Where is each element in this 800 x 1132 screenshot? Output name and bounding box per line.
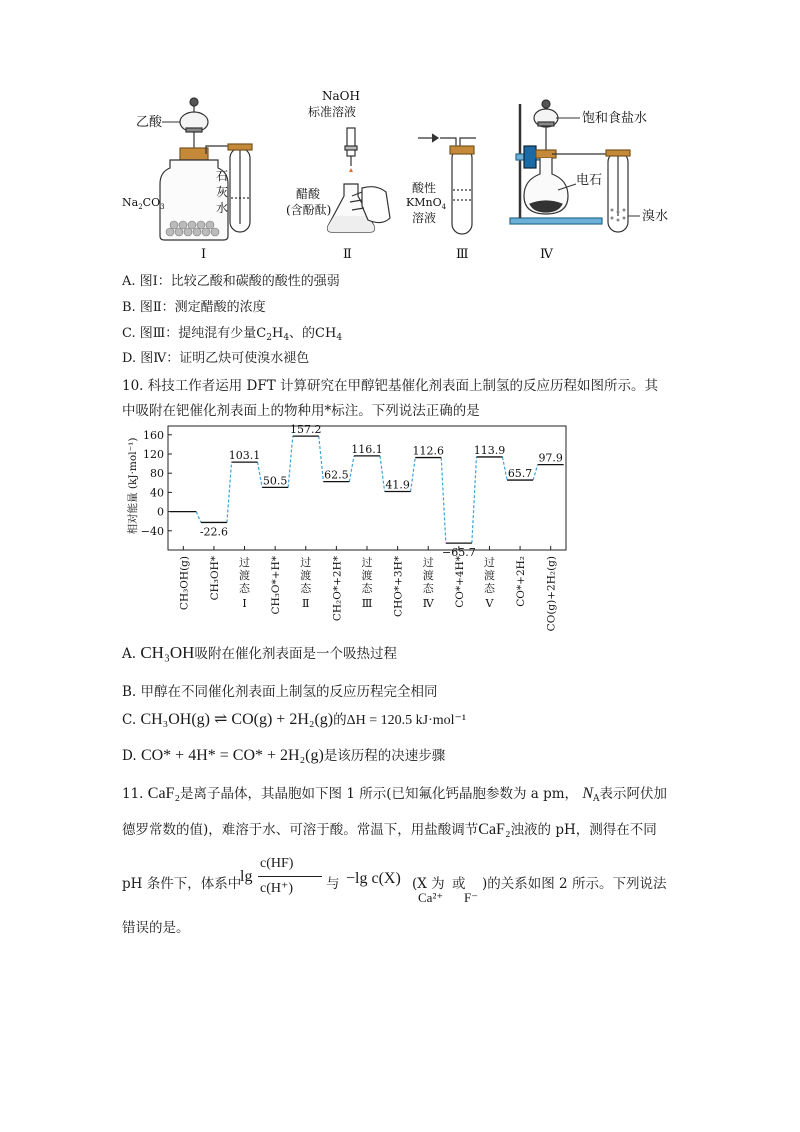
x-tick-label-char: 渡 — [300, 569, 312, 582]
y-tick-label: 40 — [150, 486, 164, 500]
acid-label: 乙酸 — [136, 115, 163, 130]
y-tick-label: 80 — [150, 467, 164, 481]
x-tick-label-char: 态 — [422, 582, 434, 595]
titrant-line1: NaOH — [322, 89, 360, 103]
q11-fraction-bar — [258, 876, 322, 877]
q9-option-a: A. 图Ⅰ：比较乙酸和碳酸的酸性的强弱 — [122, 274, 340, 289]
energy-value-label: −65.7 — [441, 546, 476, 560]
energy-connector — [533, 465, 538, 480]
x-tick-label-roman: Ⅳ — [422, 597, 434, 610]
roman-II: Ⅱ — [343, 247, 352, 262]
energy-connector — [319, 436, 324, 481]
x-tick-label-char: 渡 — [239, 569, 251, 582]
q11-l2-b: 浊液的 pH，测得在不同 — [510, 822, 657, 838]
q9-c-sub3: 4 — [336, 333, 343, 343]
q11-l1-tail: 表示阿伏加 — [599, 786, 668, 802]
kmno4-line1: 酸性 — [412, 181, 437, 195]
q10-option-d — [122, 744, 445, 765]
q11-na: N — [582, 785, 594, 802]
q10-option-b: B. 甲醇在不同催化剂表面上制氢的反应历程完全相同 — [122, 684, 438, 700]
kmno4-line3: 溶液 — [412, 211, 437, 225]
q9-option-d: D. 图Ⅳ：证明乙炔可使溴水褪色 — [122, 351, 310, 366]
lime-water-1: 石 — [216, 169, 229, 183]
q9-c-mid: H — [271, 326, 284, 341]
x-tick-label: CH₂O*+2H* — [331, 556, 344, 622]
energy-connector — [441, 458, 446, 544]
x-tick-label-char: 态 — [483, 582, 495, 595]
q9-option-c — [122, 322, 342, 343]
energy-connector — [288, 436, 293, 487]
q10-d-formula: CO* + 4H* = CO* + 2H₂(g) — [140, 747, 324, 764]
x-tick-label-char: 态 — [239, 582, 251, 595]
q11-l3-d: )的关系如图 2 所示。下列说法 — [482, 876, 667, 892]
energy-connector — [227, 462, 232, 522]
lime-water-3: 水 — [216, 201, 229, 215]
q10-a-text: 吸附在催化剂表面是一个吸热过程 — [194, 646, 397, 662]
x-tick-label: CH₃O*+H* — [270, 556, 283, 615]
chart-value-labels — [200, 424, 563, 559]
lime-water-2: 灰 — [216, 185, 229, 199]
q11-formula-2: CaF₂ — [478, 821, 511, 838]
carbide-label: 电石 — [576, 173, 603, 188]
roman-I: Ⅰ — [201, 247, 207, 262]
x-tick-label: CO(g)+2H₂(g) — [545, 556, 558, 632]
apparatus-figure — [100, 88, 680, 268]
analyte-line2: (含酚酞) — [286, 203, 332, 217]
q10-option-a — [122, 642, 397, 663]
q11-l3-a: pH 条件下，体系中 — [122, 876, 242, 892]
x-tick-label-roman: Ⅰ — [242, 597, 247, 610]
brine-label: 饱和食盐水 — [582, 111, 648, 126]
q9-option-b: B. 图Ⅱ：测定醋酸的浓度 — [122, 300, 266, 315]
energy-connector — [258, 462, 263, 487]
energy-connector — [349, 456, 354, 482]
q10-c-label: C. — [122, 712, 137, 728]
q11-ca: Ca²⁺ — [418, 890, 444, 905]
q10-a-formula: CH₃OH — [140, 643, 195, 662]
energy-connector — [472, 457, 477, 543]
x-tick-label-char: 过 — [483, 556, 495, 569]
energy-value-label: 113.9 — [473, 443, 506, 457]
q11-line1 — [122, 782, 667, 804]
roman-III: Ⅲ — [456, 247, 469, 262]
x-tick-label-roman: Ⅴ — [485, 597, 494, 610]
q9-c-sub2: 4 — [283, 333, 290, 343]
q10-option-c — [122, 708, 466, 729]
q9-option-c-text: C. 图Ⅲ：提纯混有少量C — [122, 326, 267, 341]
q9-c-sub1: 2 — [266, 333, 272, 343]
titrant-line2: 标准溶液 — [308, 105, 357, 119]
energy-connector — [411, 458, 416, 492]
q11-fraction-num: c(HF) — [260, 856, 294, 871]
x-tick-label: CO*+2H₂ — [515, 556, 528, 607]
chart-ylabel: 相对能量 (kJ·mol⁻¹) — [127, 437, 139, 535]
energy-connector — [196, 512, 201, 523]
chart-x-ticks — [178, 546, 557, 631]
energy-value-label: 41.9 — [385, 478, 410, 492]
q10-c-dh: ΔH = 120.5 kJ·mol⁻¹ — [346, 713, 467, 728]
q11-or: 或 — [452, 876, 466, 892]
q11-l3-c: (X 为 — [412, 876, 445, 892]
x-tick-label-char: 渡 — [361, 569, 373, 582]
q10-c-text: 的 — [333, 712, 347, 728]
x-tick-label: CO*+4H* — [453, 556, 466, 608]
q11-number: 11. — [122, 786, 144, 802]
energy-value-label: 50.5 — [262, 474, 288, 488]
x-tick-label-roman: Ⅲ — [361, 597, 373, 610]
energy-profile-chart — [120, 424, 590, 640]
q11-formula-1: CaF₂ — [147, 785, 181, 802]
analyte-line1: 醋酸 — [296, 187, 321, 201]
apparatus-II — [328, 128, 391, 232]
q11-fraction-den: c(H⁺) — [260, 881, 294, 896]
q11-line4: 错误的是。 — [122, 920, 190, 936]
energy-value-label: 65.7 — [507, 467, 533, 481]
energy-value-label: 97.9 — [538, 451, 563, 465]
energy-value-label: 112.6 — [412, 444, 444, 458]
x-tick-label-char: 渡 — [483, 569, 495, 582]
q11-l1-text: 是离子晶体，其晶胞如下图 1 所示(已知氟化钙晶胞参数为 a pm， — [180, 786, 579, 802]
q10-c-formula: CH₃OH(g) ⇌ CO(g) + 2H₂(g) — [140, 711, 334, 728]
q10-d-text: 是该历程的决速步骤 — [323, 748, 446, 764]
y-tick-label: 160 — [143, 428, 164, 442]
q10-stem-line2: 中吸附在钯催化剂表面上的物种用*标注。下列说法正确的是 — [122, 403, 480, 419]
energy-value-label: 157.2 — [290, 424, 322, 437]
q11-expr: −lg c(X) — [346, 870, 401, 887]
solid-label: $Na_2CO_3$ — [122, 196, 165, 211]
x-tick-label-char: 过 — [239, 556, 251, 569]
x-tick-label: CH₃OH(g) — [178, 556, 191, 611]
x-tick-label-char: 过 — [422, 556, 434, 569]
q11-na-sub: A — [593, 794, 600, 804]
q11-line2 — [122, 818, 657, 839]
x-tick-label-char: 过 — [361, 556, 373, 569]
y-tick-label: 0 — [157, 505, 164, 519]
roman-IV: Ⅳ — [540, 247, 553, 262]
x-tick-label: CH₃OH* — [208, 556, 221, 601]
q11-l2-a: 德罗常数的值)，难溶于水、可溶于酸。常温下，用盐酸调节 — [122, 822, 479, 838]
energy-connector — [502, 457, 507, 480]
energy-connector — [380, 456, 385, 492]
q9-c-mid2: 、的CH — [289, 326, 337, 341]
q10-a-label: A. — [122, 646, 137, 662]
y-tick-label: −40 — [140, 524, 164, 538]
energy-value-label: -22.6 — [199, 525, 229, 539]
x-tick-label-char: 过 — [300, 556, 312, 569]
q11-lg: lg — [240, 868, 253, 885]
q10-stem-line1: 10. 科技工作者运用 DFT 计算研究在甲醇钯基催化剂表面上制氢的反应历程如图所示。其 — [122, 378, 659, 394]
x-tick-label: CHO*+3H* — [392, 556, 405, 617]
q11-line3 — [122, 856, 722, 916]
kmno4-line2: KMnO$_4$ — [406, 196, 447, 211]
energy-value-label: 116.1 — [351, 442, 383, 456]
chart-y-ticks — [141, 429, 172, 538]
energy-value-label: 103.1 — [228, 449, 261, 463]
q10-d-label: D. — [122, 748, 137, 764]
x-tick-label-char: 渡 — [422, 569, 434, 582]
apparatus-I — [160, 98, 252, 240]
x-tick-label-char: 态 — [361, 582, 373, 595]
q11-l3-b: 与 — [326, 876, 340, 892]
x-tick-label-roman: Ⅱ — [302, 597, 310, 610]
y-tick-label: 120 — [143, 448, 164, 461]
q11-f: F⁻ — [464, 890, 479, 905]
bromine-label: 溴水 — [642, 209, 669, 224]
x-tick-label-char: 态 — [300, 582, 312, 595]
energy-value-label: 62.5 — [324, 468, 349, 482]
